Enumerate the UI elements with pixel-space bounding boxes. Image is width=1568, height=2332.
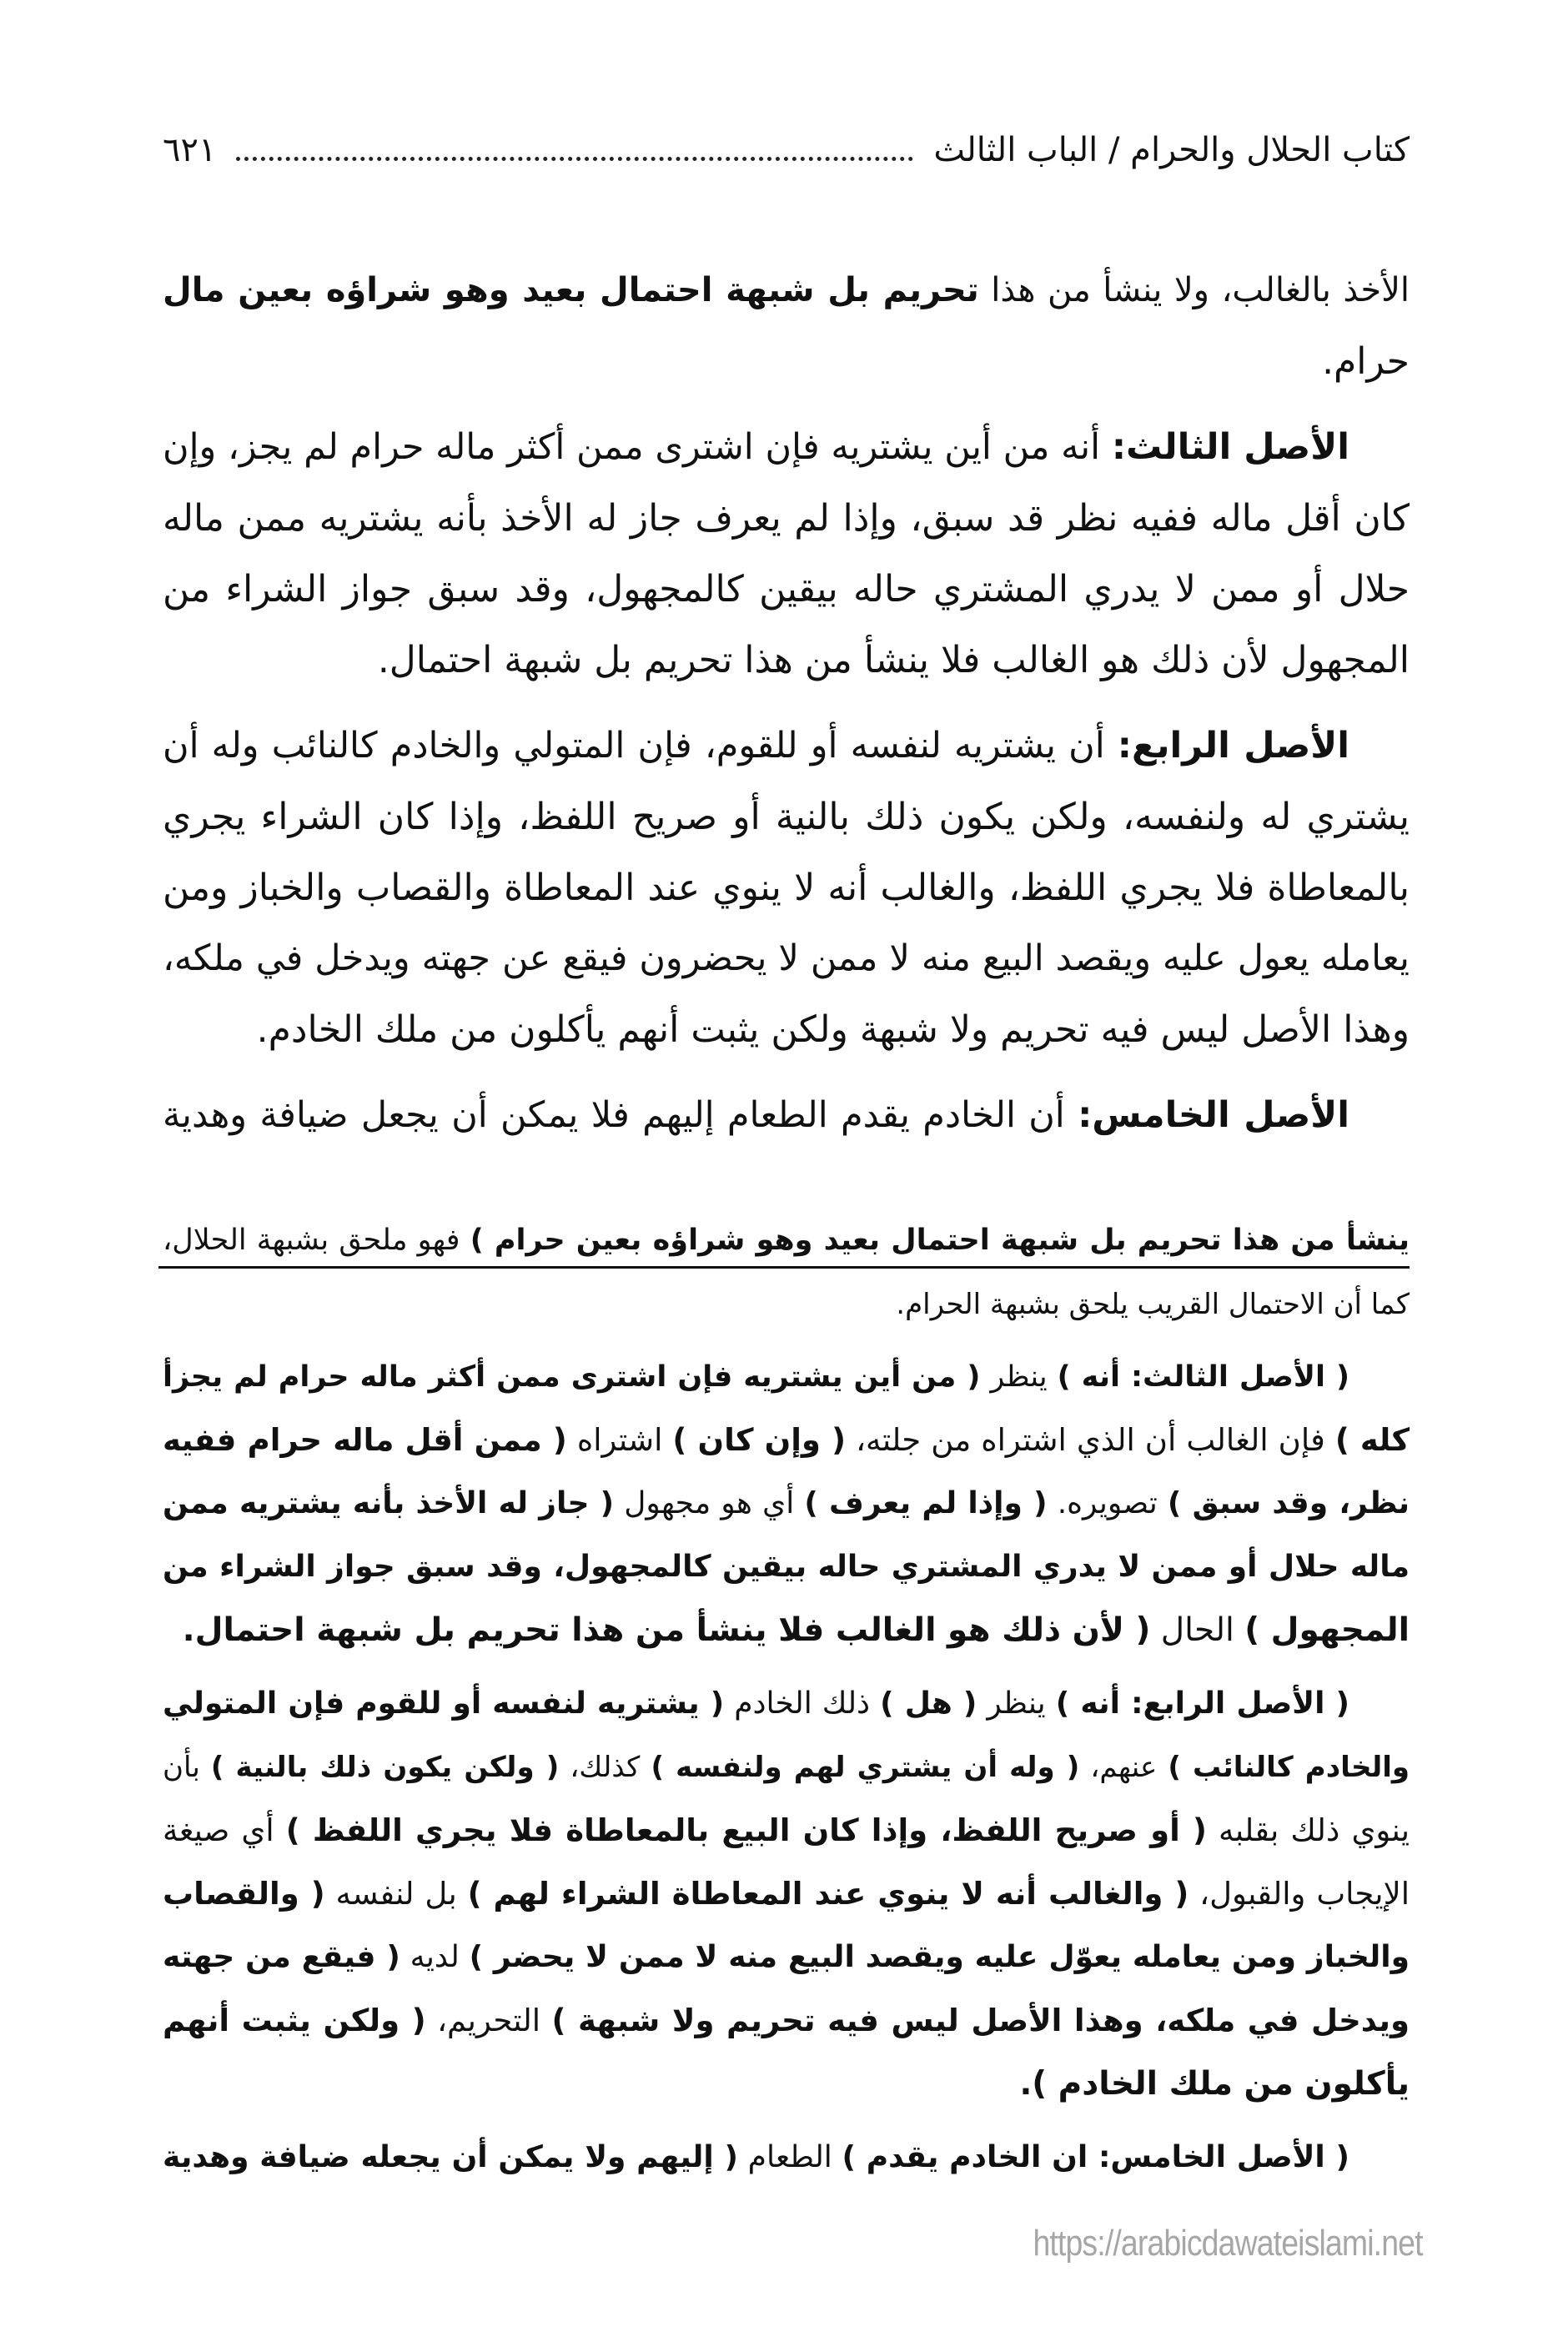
running-header xyxy=(163,125,1410,175)
text-line xyxy=(163,625,1410,696)
text-segment: أنه من أين يشتريه فإن اشترى ممن أكثر ماله حرام لم يجز، وإن xyxy=(163,426,1112,468)
text-segment: فهو ملحق بشبهة الحلال، xyxy=(163,1224,470,1257)
text-line xyxy=(163,1472,1410,1535)
bold-text-segment: ( جاز له الأخذ بأنه يشتريه ممن xyxy=(163,1486,615,1520)
text-segment: بل لنفسه xyxy=(324,1876,468,1912)
text-line xyxy=(163,711,1410,782)
text-segment: يعامله يعول عليه ويقصد البيع منه لا ممن لا يحضرون فيقع عن جهته ويدخل في ملكه، xyxy=(163,937,1410,979)
bold-text-segment: ( ممن أقل ماله حرام ففيه xyxy=(163,1422,567,1458)
text-line xyxy=(163,923,1410,994)
bold-text-segment: كله ) xyxy=(1334,1422,1410,1458)
text-line xyxy=(163,326,1410,397)
text-segment: ينظر xyxy=(980,1360,1058,1394)
text-segment: الإيجاب والقبول، xyxy=(1189,1876,1410,1912)
bold-text-segment: نظر، وقد سبق ) xyxy=(1167,1486,1410,1520)
bold-text-segment: ( وله أن يشتري لهم ولنفسه ) xyxy=(651,1751,1080,1784)
bold-text-segment: والخادم كالنائب ) xyxy=(1168,1751,1410,1784)
watermark-url: https://arabicdawateislami.net xyxy=(1033,2223,1423,2264)
text-line xyxy=(163,1272,1410,1335)
text-segment: حلال أو ممن لا يدري المشتري حاله بيقين كالمجهول، وقد سبق جواز الشراء من xyxy=(163,568,1410,611)
text-segment: حرام. xyxy=(1322,340,1410,383)
main-paragraph xyxy=(163,255,1410,397)
text-segment: الحال xyxy=(1150,1611,1245,1649)
bold-text-segment: تحريم بل شبهة احتمال بعيد وهو شراؤه بعين مال xyxy=(163,271,979,309)
text-segment: عنهم، xyxy=(1079,1751,1168,1784)
bold-text-segment: المجهول ) xyxy=(1244,1611,1410,1649)
footnote-paragraph xyxy=(163,1209,1410,1335)
text-segment: يشتري له ولنفسه، ولكن يكون ذلك بالنية أو صريح اللفظ، وإذا كان الشراء يجري xyxy=(163,796,1410,838)
text-segment: ذلك الخادم xyxy=(724,1686,881,1721)
text-segment: كما أن الاحتمال القريب يلحق بشبهة الحرام. xyxy=(896,1288,1410,1321)
bold-text-segment: الأصل الرابع: xyxy=(1117,725,1350,766)
text-segment: التحريم، xyxy=(425,2003,552,2038)
main-paragraph xyxy=(163,711,1410,1065)
text-line xyxy=(163,412,1410,483)
text-line xyxy=(163,2053,1410,2116)
text-line xyxy=(163,1599,1410,1662)
text-segment: فإن الغالب أن الذي اشتراه من جلته، xyxy=(846,1422,1335,1458)
main-text xyxy=(163,255,1410,1151)
bold-text-segment: ( الأصل الثالث: أنه ) xyxy=(1057,1360,1349,1394)
text-line xyxy=(163,1862,1410,1926)
text-segment: أن الخادم يقدم الطعام إليهم فلا يمكن أن يجعل ضيافة وهدية xyxy=(163,1094,1078,1136)
text-segment: بأن xyxy=(163,1751,211,1784)
text-segment: بالمعاطاة فلا يجري اللفظ، والغالب أنه لا ينوي عند المعاطاة والقصاب والخباز ومن xyxy=(163,867,1410,909)
bold-text-segment: ( الأصل الرابع: أنه ) xyxy=(1055,1686,1350,1721)
bold-text-segment: ( إليهم ولا يمكن أن يجعله ضيافة وهدية xyxy=(163,2140,738,2174)
text-line xyxy=(163,782,1410,852)
bold-text-segment: ( ولكن يكون ذلك بالنية ) xyxy=(210,1751,560,1784)
bold-text-segment: الأصل الثالث: xyxy=(1111,426,1349,468)
page-number: ٦٢١ xyxy=(163,131,217,169)
text-line xyxy=(163,994,1410,1065)
footnote-paragraph xyxy=(163,1672,1410,2116)
text-line xyxy=(163,483,1410,554)
text-line xyxy=(163,1926,1410,1989)
bold-text-segment: ( وإن كان ) xyxy=(672,1422,847,1458)
text-line xyxy=(163,255,1410,326)
bold-text-segment: ( فيقع من جهته xyxy=(163,1940,400,1974)
text-segment: المجهول لأن ذلك هو الغالب فلا ينشأ من هذا تحريم بل شبهة احتمال. xyxy=(377,639,1410,681)
main-paragraph xyxy=(163,1080,1410,1151)
bold-text-segment: ( من أين يشتريه فإن اشترى ممن أكثر ماله حرام لم يجزأ xyxy=(163,1360,981,1394)
text-segment: ينظر xyxy=(977,1686,1056,1721)
bold-text-segment: ماله حلال أو ممن لا يدري المشتري حاله بيقين كالمجهول، وقد سبق جواز الشراء من xyxy=(163,1550,1410,1584)
bold-text-segment: ( والقصاب xyxy=(163,1876,325,1912)
text-segment: الطعام xyxy=(737,2140,842,2174)
text-segment: أي هو مجهول xyxy=(614,1486,805,1520)
main-paragraph xyxy=(163,412,1410,696)
dot-leader xyxy=(236,157,913,161)
bold-text-segment: ( هل ) xyxy=(880,1686,977,1721)
bold-text-segment: ( والغالب أنه لا ينوي عند المعاطاة الشراء لهم ) xyxy=(467,1876,1189,1912)
text-line xyxy=(163,2126,1410,2189)
text-segment: أي صيغة xyxy=(163,1812,286,1848)
text-line xyxy=(163,1736,1410,1799)
text-line xyxy=(163,1989,1410,2053)
text-line xyxy=(163,1799,1410,1862)
bold-text-segment: الأصل الخامس: xyxy=(1078,1094,1350,1136)
commentary-footnotes xyxy=(163,1209,1410,2189)
bold-text-segment: ( وإذا لم يعرف ) xyxy=(804,1486,1048,1520)
bold-text-segment: ( لأن ذلك هو الغالب فلا ينشأ من هذا تحريم بل شبهة احتمال. xyxy=(182,1611,1151,1649)
text-segment: وهذا الأصل ليس فيه تحريم ولا شبهة ولكن يثبت أنهم يأكلون من ملك الخادم. xyxy=(256,1008,1410,1051)
text-line xyxy=(163,1409,1410,1472)
bold-text-segment: والخباز ومن يعامله يعوّل عليه ويقصد البيع منه لا ممن لا يحضر ) xyxy=(469,1940,1410,1974)
text-segment: لديه xyxy=(400,1940,470,1974)
text-line xyxy=(163,852,1410,923)
text-line xyxy=(163,1209,1410,1272)
bold-text-segment: ( الأصل الخامس: ان الخادم يقدم ) xyxy=(842,2140,1350,2174)
text-line xyxy=(163,1535,1410,1599)
text-segment: اشتراه xyxy=(566,1422,673,1458)
bold-text-segment: ( أو صريح اللفظ، وإذا كان البيع بالمعاطاة فلا يجري اللفظ ) xyxy=(285,1812,1207,1848)
text-segment: الأخذ بالغالب، ولا ينشأ من هذا xyxy=(978,271,1410,309)
text-segment: كذلك، xyxy=(559,1751,651,1784)
text-line xyxy=(163,1672,1410,1736)
text-line xyxy=(163,1345,1410,1409)
footnote-paragraph xyxy=(163,2126,1410,2189)
bold-text-segment: ( يشتريه لنفسه أو للقوم فإن المتولي xyxy=(163,1686,725,1721)
text-segment: ينوي ذلك بقلبه xyxy=(1206,1812,1410,1848)
running-header-title: كتاب الحلال والحرام / الباب الثالث xyxy=(933,131,1410,169)
text-segment: كان أقل ماله ففيه نظر قد سبق، وإذا لم يعرف جاز له الأخذ بأنه يشتريه ممن ماله xyxy=(163,497,1410,540)
text-segment: أن يشتريه لنفسه أو للقوم، فإن المتولي والخادم كالنائب وله أن xyxy=(163,725,1118,766)
bold-text-segment: يأكلون من ملك الخادم ). xyxy=(1019,2065,1410,2103)
bold-text-segment: ويدخل في ملكه، وهذا الأصل ليس فيه تحريم ولا شبهة ) xyxy=(551,2003,1410,2038)
bold-text-segment: ( ولكن يثبت أنهم xyxy=(163,2003,426,2038)
footnote-paragraph xyxy=(163,1345,1410,1662)
bold-text-segment: ينشأ من هذا تحريم بل شبهة احتمال بعيد وهو شراؤه بعين حرام ) xyxy=(470,1224,1410,1257)
text-line xyxy=(163,554,1410,625)
text-line xyxy=(163,1080,1410,1151)
text-segment: تصويره. xyxy=(1047,1486,1168,1520)
